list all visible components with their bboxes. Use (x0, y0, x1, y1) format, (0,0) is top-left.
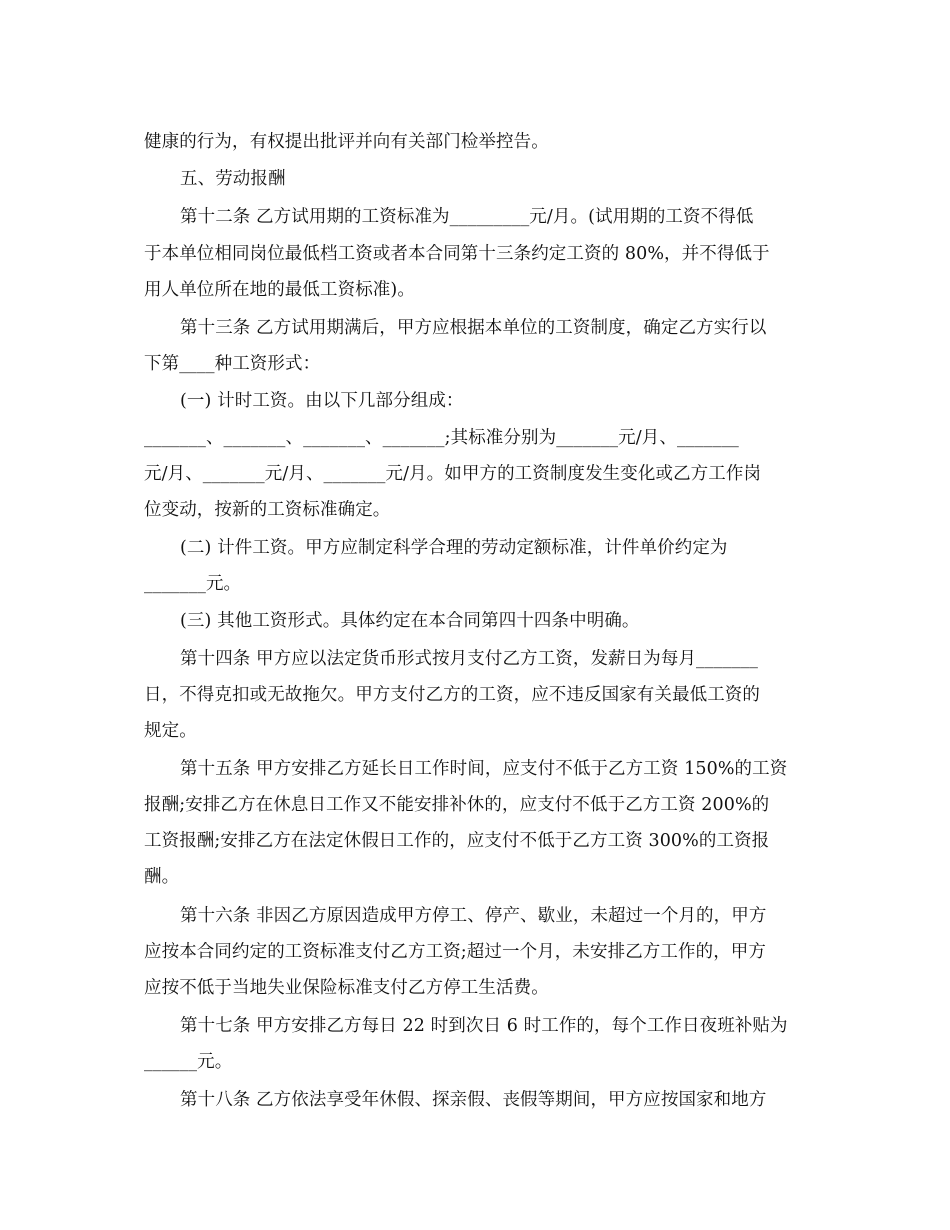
text-line: 规定。 (144, 721, 197, 741)
text-line: 第十七条 甲方安排乙方每日 22 时到次日 6 时工作的，每个工作日夜班补贴为 (180, 1016, 788, 1036)
text-line: 健康的行为，有权提出批评并向有关部门检举控告。 (144, 132, 549, 152)
text-line: 于本单位相同岗位最低档工资或者本合同第十三条约定工资的 80%，并不得低于 (144, 244, 770, 264)
text-line: 位变动，按新的工资标准确定。 (144, 500, 391, 520)
text-line: (一) 计时工资。由以下几部分组成： (180, 391, 464, 411)
text-line: 第十六条 非因乙方原因造成甲方停工、停产、歇业，未超过一个月的，甲方 (180, 906, 767, 926)
text-line: 第十三条 乙方试用期满后，甲方应根据本单位的工资制度，确定乙方实行以 (180, 318, 767, 338)
text-line: 报酬;安排乙方在休息日工作又不能安排补休的，应支付不低于乙方工资 200%的 (144, 795, 770, 815)
text-line: 用人单位所在地的最低工资标准)。 (144, 280, 415, 300)
text-line: 工资报酬;安排乙方在法定休假日工作的，应支付不低于乙方工资 300%的工资报 (144, 831, 770, 851)
text-line: 下第____种工资形式： (144, 354, 321, 374)
section-heading: 五、劳动报酬 (180, 169, 286, 189)
text-line: 酬。 (144, 867, 180, 887)
text-line: ______元。 (144, 1052, 233, 1072)
text-line: 日，不得克扣或无故拖欠。甲方支付乙方的工资，应不违反国家有关最低工资的 (144, 685, 760, 705)
text-line: 应按本合同约定的工资标准支付乙方工资;超过一个月，未安排乙方工作的，甲方 (144, 942, 766, 962)
text-line: 第十二条 乙方试用期的工资标准为_________元/月。(试用期的工资不得低 (180, 207, 754, 227)
text-line: 应按不低于当地失业保险标准支付乙方停工生活费。 (144, 978, 549, 998)
text-line: _______、_______、_______、_______;其标准分别为_______元/月、_______ (144, 428, 739, 448)
text-line: 第十五条 甲方安排乙方延长日工作时间，应支付不低于乙方工资 150%的工资 (180, 759, 788, 779)
text-line: (二) 计件工资。甲方应制定科学合理的劳动定额标准，计件单价约定为 (180, 538, 728, 558)
text-line: 元/月、_______元/月、_______元/月。如甲方的工资制度发生变化或乙方工作岗 (144, 464, 762, 484)
text-line: _______元。 (144, 574, 242, 594)
text-line: 第十四条 甲方应以法定货币形式按月支付乙方工资，发薪日为每月_______ (180, 649, 759, 669)
text-line: 第十八条 乙方依法享受年休假、探亲假、丧假等期间，甲方应按国家和地方 (180, 1090, 767, 1110)
text-line: (三) 其他工资形式。具体约定在本合同第四十四条中明确。 (180, 611, 640, 631)
